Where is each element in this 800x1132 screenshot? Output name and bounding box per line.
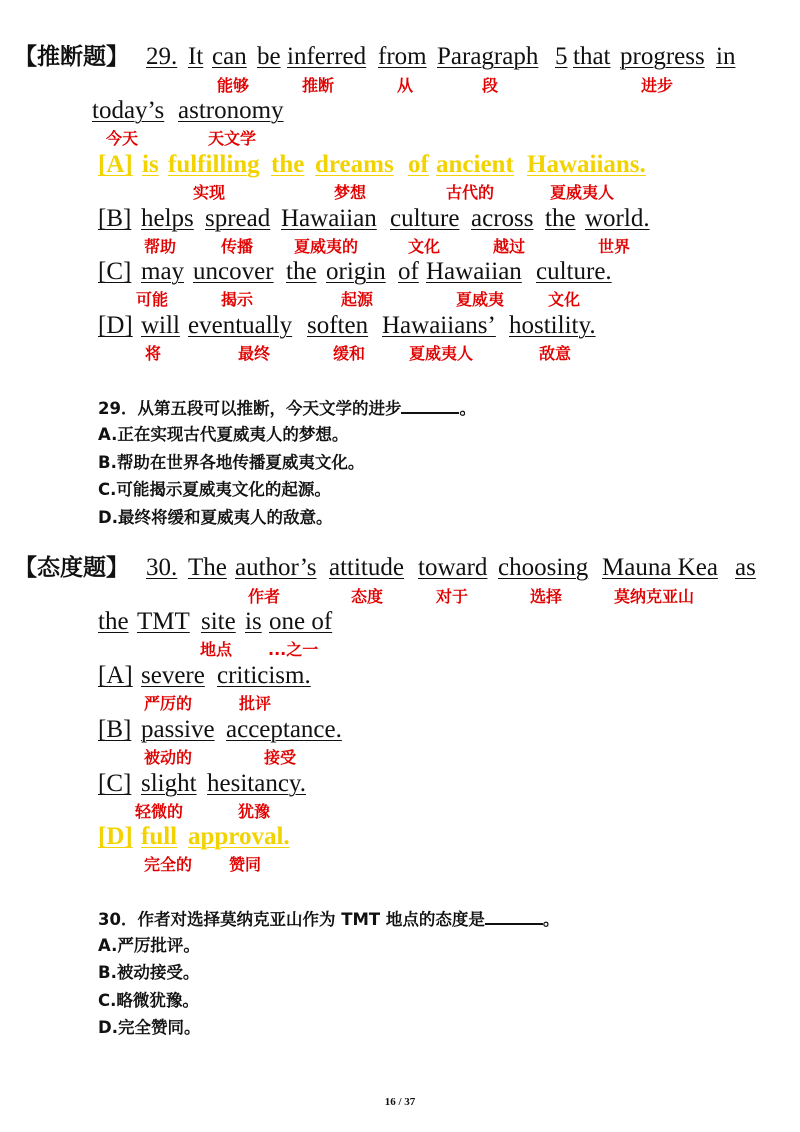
option-letter: [B] [98,205,132,232]
q30-cn-option-a: A.严厉批评。 [98,936,200,955]
option-word: Hawaiian [426,258,522,285]
page-number: 16 [384,1096,396,1108]
option-word: fulfilling [168,151,260,178]
option-word: acceptance. [226,716,342,743]
option-word: origin [326,258,386,285]
q29-cn-question-end: 。 [459,399,476,418]
q29-number: 29. [146,43,178,70]
q29-cn-option-b: B.帮助在世界各地传播夏威夷文化。 [98,453,365,472]
q29-word: from [378,43,427,70]
option-gloss: 实现 [193,183,226,202]
option-word: soften [307,312,369,339]
option-gloss: 轻微的 [135,802,184,821]
q29-word: progress [620,43,705,70]
option-word: of [408,151,429,178]
q29-gloss: 天文学 [208,129,257,148]
page-total: 37 [404,1096,416,1108]
option-gloss: 揭示 [221,290,254,309]
q29-word: can [212,43,247,70]
option-gloss: 接受 [264,748,297,767]
option-gloss: 赞同 [229,855,262,874]
option-gloss: 缓和 [333,344,366,363]
q30-cn-option-b: B.被动接受。 [98,963,200,982]
option-word: approval. [188,823,290,850]
option-word: passive [141,716,215,743]
option-word: the [286,258,317,285]
option-gloss: 传播 [221,237,254,256]
option-word: helps [141,205,194,232]
answer-blank [401,396,459,414]
option-gloss: 帮助 [144,237,177,256]
q29-word: Paragraph [437,43,539,70]
option-gloss: 起源 [341,290,374,309]
option-gloss: 将 [145,344,162,363]
q30-word: is [245,608,262,635]
option-gloss: 文化 [408,237,441,256]
option-word: ancient [436,151,514,178]
option-gloss: 夏威夷人 [409,344,474,363]
option-gloss: 古代的 [446,183,495,202]
option-word: hesitancy. [207,770,307,797]
option-word: spread [205,205,271,232]
option-gloss: 严厉的 [144,694,193,713]
q30-gloss: 选择 [530,587,563,606]
q30-gloss: 地点 [200,640,233,659]
q30-word: site [201,608,236,635]
q30-cn-option-c: C.略微犹豫。 [98,991,199,1010]
option-gloss: 文化 [548,290,581,309]
option-gloss: 夏威夷的 [294,237,359,256]
option-gloss: 批评 [239,694,272,713]
option-word: culture [390,205,460,232]
option-gloss: 夏威夷人 [550,183,615,202]
q29-gloss: 能够 [217,76,250,95]
option-word: the [545,205,576,232]
q29-cn-question [98,396,476,420]
option-gloss: 犹豫 [238,802,271,821]
option-letter: [D] [98,312,133,339]
q30-word: attitude [329,554,404,581]
q29-gloss: 推断 [302,76,335,95]
q29-word: be [257,43,281,70]
option-word: of [398,258,419,285]
q29-gloss: 段 [482,76,499,95]
option-word: is [142,151,159,178]
option-letter: [C] [98,258,132,285]
q30-cn-question [98,907,559,931]
q30-number: 30. [146,554,178,581]
q30-gloss: ...之一 [268,640,319,659]
q29-cn-question-text: 29．从第五段可以推断，今天文学的进步 [98,399,402,418]
option-gloss: 梦想 [334,183,367,202]
option-gloss: 最终 [238,344,271,363]
option-word: world. [585,205,650,232]
q30-word: one of [269,608,333,635]
option-letter: [B] [98,716,132,743]
q30-gloss: 对于 [436,587,469,606]
q29-cn-option-d: D.最终将缓和夏威夷人的敌意。 [98,508,333,527]
option-word: Hawaiian [281,205,377,232]
option-word: criticism. [217,662,311,689]
option-gloss: 敌意 [539,344,572,363]
q30-word: TMT [137,608,190,635]
q30-gloss: 莫纳克亚山 [614,587,695,606]
option-word: dreams [315,151,394,178]
q29-word: in [716,43,736,70]
q29-word: today’s [92,97,165,124]
option-word: eventually [188,312,293,339]
option-letter: [A] [98,662,133,689]
q29-gloss: 今天 [106,129,139,148]
q29-word: astronomy [178,97,284,124]
option-gloss: 夏威夷 [456,290,505,309]
option-gloss: 世界 [598,237,631,256]
q30-word: choosing [498,554,589,581]
q30-word: Mauna Kea [602,554,718,581]
option-word: will [141,312,180,339]
option-letter: [D] [98,823,133,850]
option-letter: [A] [98,151,133,178]
option-word: severe [141,662,205,689]
option-word: across [471,205,534,232]
q30-cn-option-d: D.完全赞同。 [98,1018,201,1037]
q29-gloss: 从 [397,76,414,95]
option-word: slight [141,770,197,797]
q30-word: the [98,608,129,635]
q29-type-tag: 【推断题】 [14,44,129,70]
option-word: the [271,151,305,178]
q30-cn-question-text: 30．作者对选择莫纳克亚山作为 TMT 地点的态度是 [98,910,485,929]
option-gloss: 可能 [136,290,169,309]
q29-word: It [188,43,204,70]
option-word: culture. [536,258,612,285]
q30-cn-question-end: 。 [542,910,560,929]
option-word: uncover [193,258,274,285]
option-gloss: 被动的 [144,748,193,767]
option-word: full [141,823,178,850]
q29-cn-option-a: A.正在实现古代夏威夷人的梦想。 [98,425,349,444]
q30-gloss: 作者 [248,587,281,606]
q30-gloss: 态度 [351,587,384,606]
q29-word: inferred [287,43,367,70]
option-word: may [141,258,185,285]
option-word: Hawaiians. [527,151,646,178]
q29-gloss: 进步 [641,76,674,95]
q30-word: author’s [235,554,317,581]
option-word: Hawaiians’ [382,312,496,339]
q29-cn-option-c: C.可能揭示夏威夷文化的起源。 [98,480,331,499]
page-footer [0,1096,800,1108]
q30-word: The [188,554,227,581]
option-word: hostility. [509,312,596,339]
page-separator: / [398,1096,402,1108]
q30-type-tag: 【态度题】 [14,555,129,581]
q29-word: that [573,43,611,70]
q30-word: as [735,554,756,581]
option-gloss: 完全的 [144,855,193,874]
option-letter: [C] [98,770,132,797]
q30-word: toward [418,554,488,581]
answer-blank [485,907,543,925]
option-gloss: 越过 [493,237,526,256]
q29-word: 5 [555,43,568,70]
